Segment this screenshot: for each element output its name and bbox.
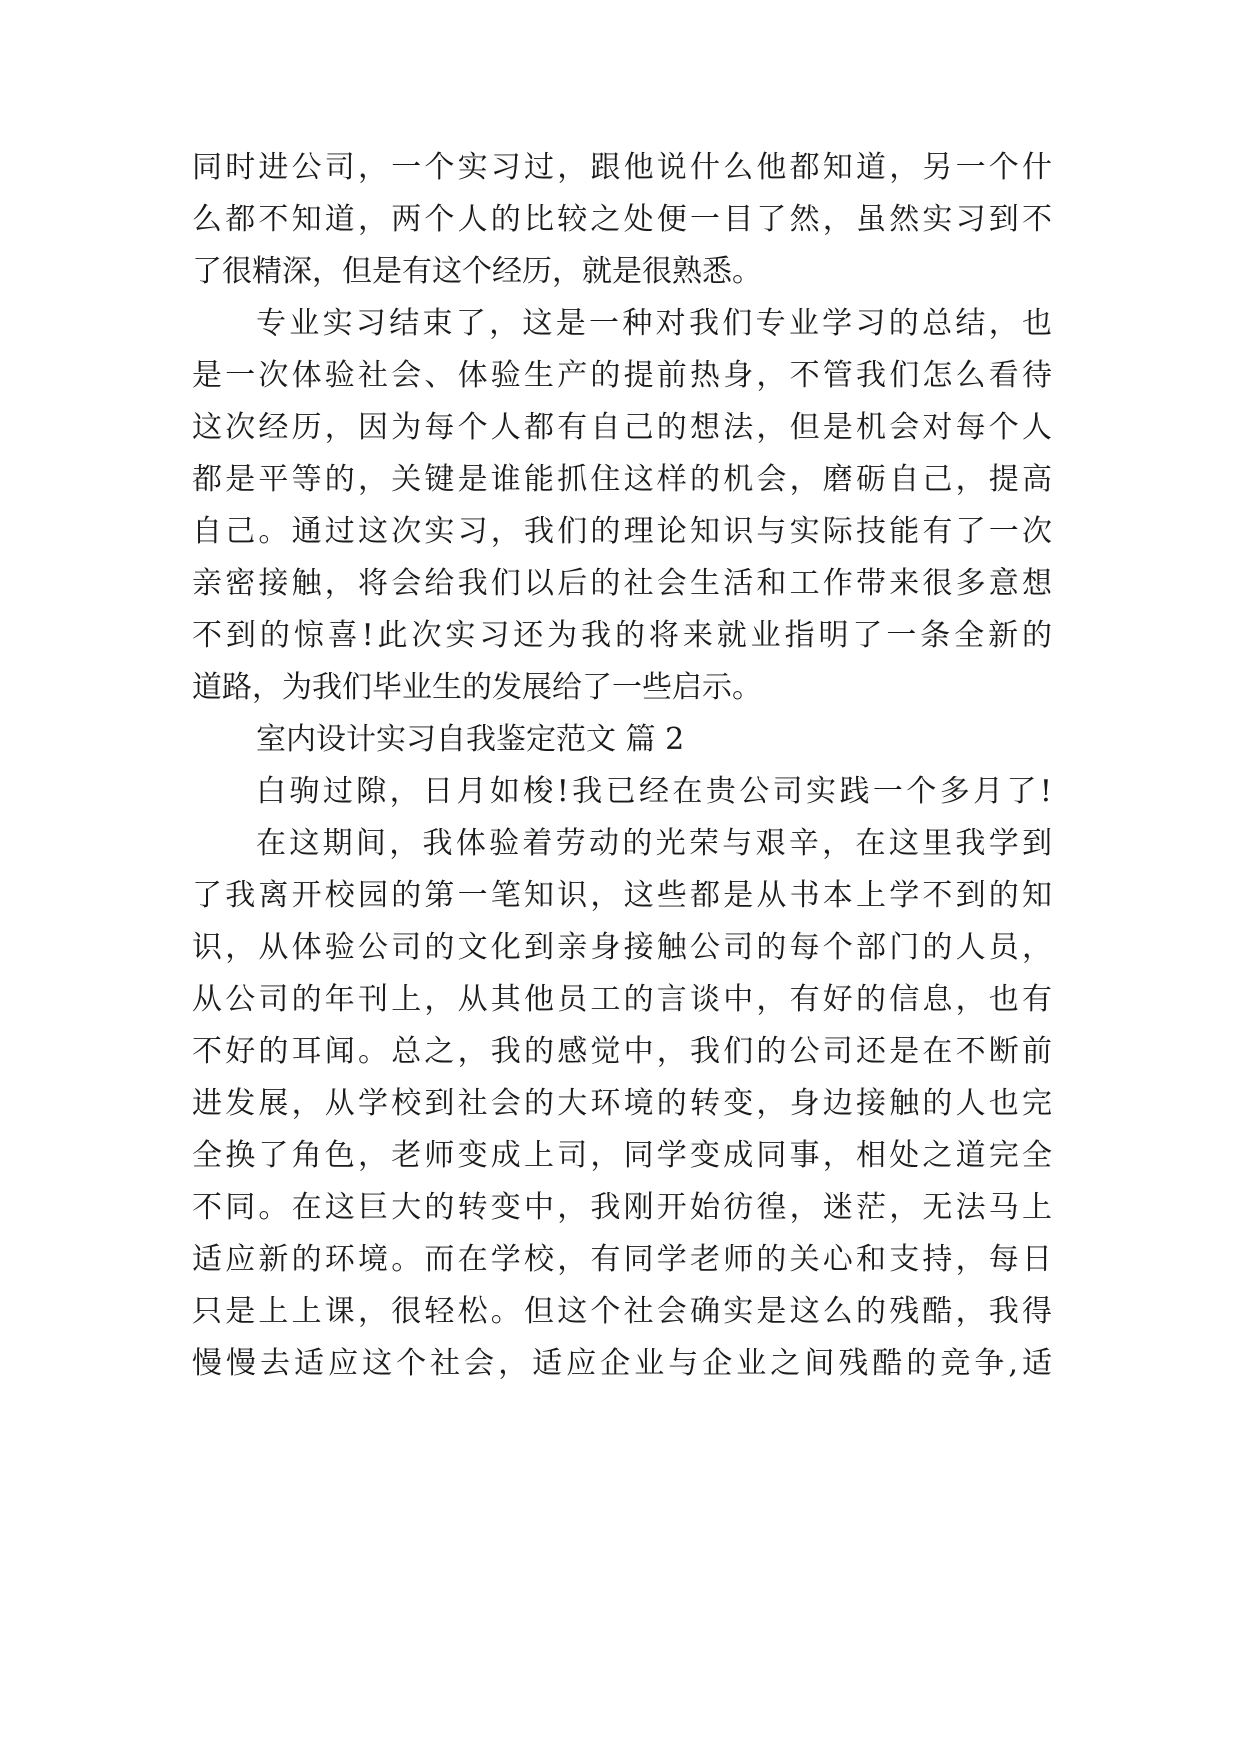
paragraph-start-line: 在这期间，我体验着劳动的光荣与艰辛，在这里我学到 [256, 826, 1052, 861]
text-line: 从公司的年刊上，从其他员工的言谈中，有好的信息，也有 [192, 982, 1052, 1017]
paragraph-start-line: 白驹过隙，日月如梭!我已经在贵公司实践一个多月了! [256, 774, 1052, 809]
text-line: 识，从体验公司的文化到亲身接触公司的每个部门的人员， [192, 930, 1052, 965]
text-line: 适应新的环境。而在学校，有同学老师的关心和支持，每日 [192, 1242, 1052, 1277]
text-line: 了我离开校园的第一笔知识，这些都是从书本上学不到的知 [192, 878, 1052, 913]
text-line: 都是平等的，关键是谁能抓住这样的机会，磨砺自己，提高 [192, 462, 1052, 497]
text-line: 道路，为我们毕业生的发展给了一些启示。 [192, 670, 762, 705]
text-line: 这次经历，因为每个人都有自己的想法，但是机会对每个人 [192, 410, 1052, 445]
text-line: 全换了角色，老师变成上司，同学变成同事，相处之道完全 [192, 1138, 1052, 1173]
text-line: 了很精深，但是有这个经历，就是很熟悉。 [192, 254, 762, 289]
text-line: 不同。在这巨大的转变中，我刚开始彷徨，迷茫，无法马上 [192, 1190, 1052, 1225]
text-line: 进发展，从学校到社会的大环境的转变，身边接触的人也完 [192, 1086, 1052, 1121]
text-line: 亲密接触，将会给我们以后的社会生活和工作带来很多意想 [192, 566, 1052, 601]
text-line: 不好的耳闻。总之，我的感觉中，我们的公司还是在不断前 [192, 1034, 1052, 1069]
text-line: 慢慢去适应这个社会，适应企业与企业之间残酷的竞争,适 [192, 1346, 1052, 1381]
text-line: 只是上上课，很轻松。但这个社会确实是这么的残酷，我得 [192, 1294, 1052, 1329]
text-line: 同时进公司，一个实习过，跟他说什么他都知道，另一个什 [192, 150, 1052, 185]
text-line: 是一次体验社会、体验生产的提前热身，不管我们怎么看待 [192, 358, 1052, 393]
text-line: 不到的惊喜!此次实习还为我的将来就业指明了一条全新的 [192, 618, 1052, 653]
text-line: 么都不知道，两个人的比较之处便一目了然，虽然实习到不 [192, 202, 1052, 237]
text-line: 自己。通过这次实习，我们的理论知识与实际技能有了一次 [192, 514, 1052, 549]
paragraph-start-line: 专业实习结束了，这是一种对我们专业学习的总结，也 [256, 306, 1052, 341]
section-heading: 室内设计实习自我鉴定范文 篇 2 [256, 722, 685, 757]
